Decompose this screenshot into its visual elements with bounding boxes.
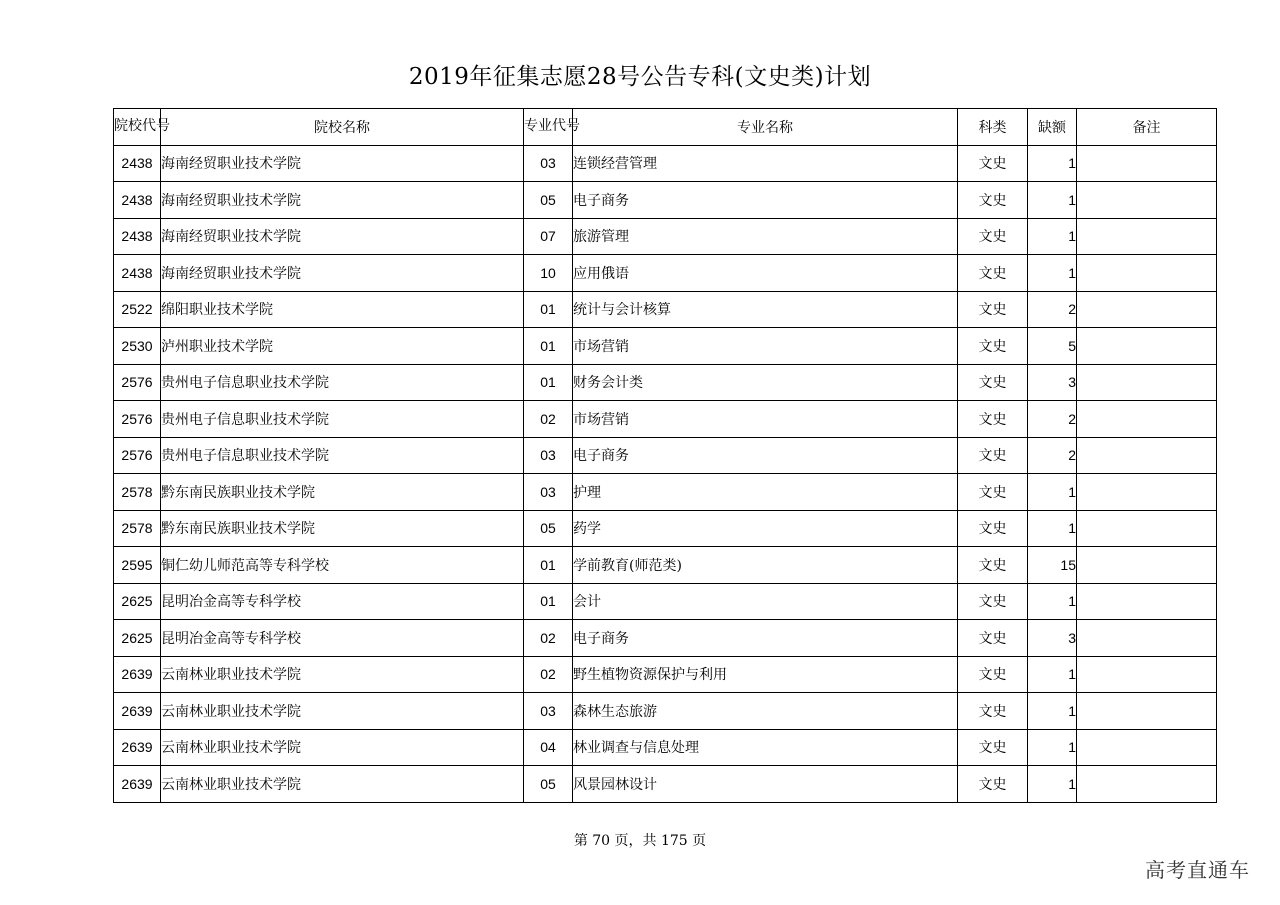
cell-quota: 2 <box>1028 437 1077 474</box>
cell-school-name: 海南经贸职业技术学院 <box>161 218 524 255</box>
cell-major-code: 07 <box>524 218 573 255</box>
cell-note <box>1077 218 1217 255</box>
cell-category: 文史 <box>958 218 1028 255</box>
cell-quota: 1 <box>1028 218 1077 255</box>
cell-quota: 3 <box>1028 364 1077 401</box>
cell-note <box>1077 620 1217 657</box>
cell-school-name: 海南经贸职业技术学院 <box>161 255 524 292</box>
cell-major-name: 市场营销 <box>573 401 958 438</box>
table-row <box>114 255 1217 292</box>
header-school-code: 院校代号 <box>114 109 161 146</box>
cell-quota: 5 <box>1028 328 1077 365</box>
table-row <box>114 693 1217 730</box>
cell-school-code: 2578 <box>114 510 161 547</box>
cell-major-code: 05 <box>524 510 573 547</box>
cell-school-name: 黔东南民族职业技术学院 <box>161 510 524 547</box>
cell-major-name: 林业调查与信息处理 <box>573 729 958 766</box>
cell-note <box>1077 656 1217 693</box>
cell-note <box>1077 693 1217 730</box>
cell-note <box>1077 437 1217 474</box>
cell-note <box>1077 766 1217 803</box>
cell-category: 文史 <box>958 693 1028 730</box>
cell-school-name: 贵州电子信息职业技术学院 <box>161 437 524 474</box>
cell-category: 文史 <box>958 437 1028 474</box>
cell-major-name: 电子商务 <box>573 437 958 474</box>
plan-table <box>113 108 1217 803</box>
cell-quota: 15 <box>1028 547 1077 584</box>
cell-category: 文史 <box>958 547 1028 584</box>
cell-major-code: 03 <box>524 437 573 474</box>
cell-category: 文史 <box>958 656 1028 693</box>
cell-major-name: 统计与会计核算 <box>573 291 958 328</box>
table-row <box>114 583 1217 620</box>
cell-school-name: 贵州电子信息职业技术学院 <box>161 364 524 401</box>
table-row <box>114 328 1217 365</box>
cell-quota: 1 <box>1028 729 1077 766</box>
header-major-name: 专业名称 <box>573 109 958 146</box>
cell-school-name: 泸州职业技术学院 <box>161 328 524 365</box>
cell-school-code: 2576 <box>114 364 161 401</box>
cell-quota: 3 <box>1028 620 1077 657</box>
cell-school-name: 黔东南民族职业技术学院 <box>161 474 524 511</box>
cell-major-name: 电子商务 <box>573 620 958 657</box>
cell-note <box>1077 255 1217 292</box>
cell-major-code: 01 <box>524 547 573 584</box>
cell-major-code: 02 <box>524 401 573 438</box>
cell-major-code: 02 <box>524 620 573 657</box>
cell-category: 文史 <box>958 364 1028 401</box>
cell-school-code: 2438 <box>114 255 161 292</box>
cell-quota: 1 <box>1028 145 1077 182</box>
cell-category: 文史 <box>958 255 1028 292</box>
cell-major-code: 03 <box>524 693 573 730</box>
cell-school-code: 2625 <box>114 583 161 620</box>
table-row <box>114 437 1217 474</box>
cell-school-code: 2625 <box>114 620 161 657</box>
cell-school-code: 2438 <box>114 218 161 255</box>
header-school-name: 院校名称 <box>161 109 524 146</box>
cell-note <box>1077 401 1217 438</box>
cell-note <box>1077 145 1217 182</box>
cell-school-name: 海南经贸职业技术学院 <box>161 182 524 219</box>
cell-major-code: 02 <box>524 656 573 693</box>
cell-quota: 1 <box>1028 510 1077 547</box>
cell-school-name: 铜仁幼儿师范高等专科学校 <box>161 547 524 584</box>
cell-category: 文史 <box>958 620 1028 657</box>
cell-major-code: 03 <box>524 145 573 182</box>
cell-major-code: 05 <box>524 182 573 219</box>
cell-school-code: 2639 <box>114 656 161 693</box>
table-row <box>114 364 1217 401</box>
cell-category: 文史 <box>958 766 1028 803</box>
cell-major-code: 05 <box>524 766 573 803</box>
cell-category: 文史 <box>958 291 1028 328</box>
table-row <box>114 510 1217 547</box>
header-category: 科类 <box>958 109 1028 146</box>
cell-school-name: 云南林业职业技术学院 <box>161 693 524 730</box>
cell-major-name: 森林生态旅游 <box>573 693 958 730</box>
cell-school-code: 2578 <box>114 474 161 511</box>
cell-category: 文史 <box>958 145 1028 182</box>
cell-major-name: 连锁经营管理 <box>573 145 958 182</box>
cell-major-code: 03 <box>524 474 573 511</box>
cell-quota: 1 <box>1028 255 1077 292</box>
cell-category: 文史 <box>958 510 1028 547</box>
cell-school-name: 云南林业职业技术学院 <box>161 656 524 693</box>
table-row <box>114 656 1217 693</box>
cell-major-name: 学前教育(师范类) <box>573 547 958 584</box>
cell-quota: 2 <box>1028 291 1077 328</box>
cell-major-code: 01 <box>524 328 573 365</box>
cell-school-name: 贵州电子信息职业技术学院 <box>161 401 524 438</box>
cell-school-code: 2522 <box>114 291 161 328</box>
table-row <box>114 182 1217 219</box>
cell-school-code: 2595 <box>114 547 161 584</box>
cell-school-name: 昆明冶金高等专科学校 <box>161 620 524 657</box>
cell-quota: 1 <box>1028 583 1077 620</box>
cell-quota: 2 <box>1028 401 1077 438</box>
header-major-code: 专业代号 <box>524 109 573 146</box>
table-row <box>114 729 1217 766</box>
cell-quota: 1 <box>1028 182 1077 219</box>
table-header-row <box>114 109 1217 146</box>
cell-school-code: 2639 <box>114 729 161 766</box>
cell-major-code: 10 <box>524 255 573 292</box>
cell-major-name: 旅游管理 <box>573 218 958 255</box>
cell-major-code: 04 <box>524 729 573 766</box>
header-note: 备注 <box>1077 109 1217 146</box>
cell-category: 文史 <box>958 328 1028 365</box>
cell-note <box>1077 474 1217 511</box>
cell-school-code: 2576 <box>114 437 161 474</box>
cell-school-name: 海南经贸职业技术学院 <box>161 145 524 182</box>
cell-note <box>1077 583 1217 620</box>
cell-school-name: 昆明冶金高等专科学校 <box>161 583 524 620</box>
cell-school-name: 云南林业职业技术学院 <box>161 729 524 766</box>
table-row <box>114 401 1217 438</box>
cell-major-name: 会计 <box>573 583 958 620</box>
cell-major-code: 01 <box>524 583 573 620</box>
cell-major-name: 护理 <box>573 474 958 511</box>
header-quota: 缺额 <box>1028 109 1077 146</box>
cell-school-code: 2438 <box>114 145 161 182</box>
cell-major-name: 电子商务 <box>573 182 958 219</box>
cell-note <box>1077 547 1217 584</box>
page-footer: 第 70 页，共 175 页 <box>573 833 707 849</box>
table-row <box>114 218 1217 255</box>
cell-major-code: 01 <box>524 291 573 328</box>
cell-quota: 1 <box>1028 474 1077 511</box>
cell-major-name: 应用俄语 <box>573 255 958 292</box>
cell-major-name: 财务会计类 <box>573 364 958 401</box>
cell-major-name: 市场营销 <box>573 328 958 365</box>
cell-major-name: 药学 <box>573 510 958 547</box>
cell-quota: 1 <box>1028 693 1077 730</box>
cell-category: 文史 <box>958 583 1028 620</box>
document-title: 2019年征集志愿28号公告专科(文史类)计划 <box>408 64 872 90</box>
cell-quota: 1 <box>1028 656 1077 693</box>
cell-category: 文史 <box>958 182 1028 219</box>
cell-school-code: 2576 <box>114 401 161 438</box>
cell-note <box>1077 328 1217 365</box>
cell-note <box>1077 729 1217 766</box>
cell-school-name: 绵阳职业技术学院 <box>161 291 524 328</box>
table-row <box>114 547 1217 584</box>
table-row <box>114 474 1217 511</box>
cell-major-code: 01 <box>524 364 573 401</box>
table-row <box>114 145 1217 182</box>
table-row <box>114 766 1217 803</box>
cell-note <box>1077 364 1217 401</box>
cell-school-code: 2438 <box>114 182 161 219</box>
cell-category: 文史 <box>958 729 1028 766</box>
cell-note <box>1077 510 1217 547</box>
cell-quota: 1 <box>1028 766 1077 803</box>
cell-note <box>1077 182 1217 219</box>
cell-note <box>1077 291 1217 328</box>
cell-school-code: 2639 <box>114 693 161 730</box>
table-row <box>114 291 1217 328</box>
cell-school-code: 2530 <box>114 328 161 365</box>
cell-school-code: 2639 <box>114 766 161 803</box>
cell-category: 文史 <box>958 401 1028 438</box>
table-row <box>114 620 1217 657</box>
cell-school-name: 云南林业职业技术学院 <box>161 766 524 803</box>
cell-major-name: 风景园林设计 <box>573 766 958 803</box>
cell-major-name: 野生植物资源保护与利用 <box>573 656 958 693</box>
table-body <box>114 145 1217 802</box>
watermark-text: 高考直通车 <box>1145 858 1250 882</box>
cell-category: 文史 <box>958 474 1028 511</box>
